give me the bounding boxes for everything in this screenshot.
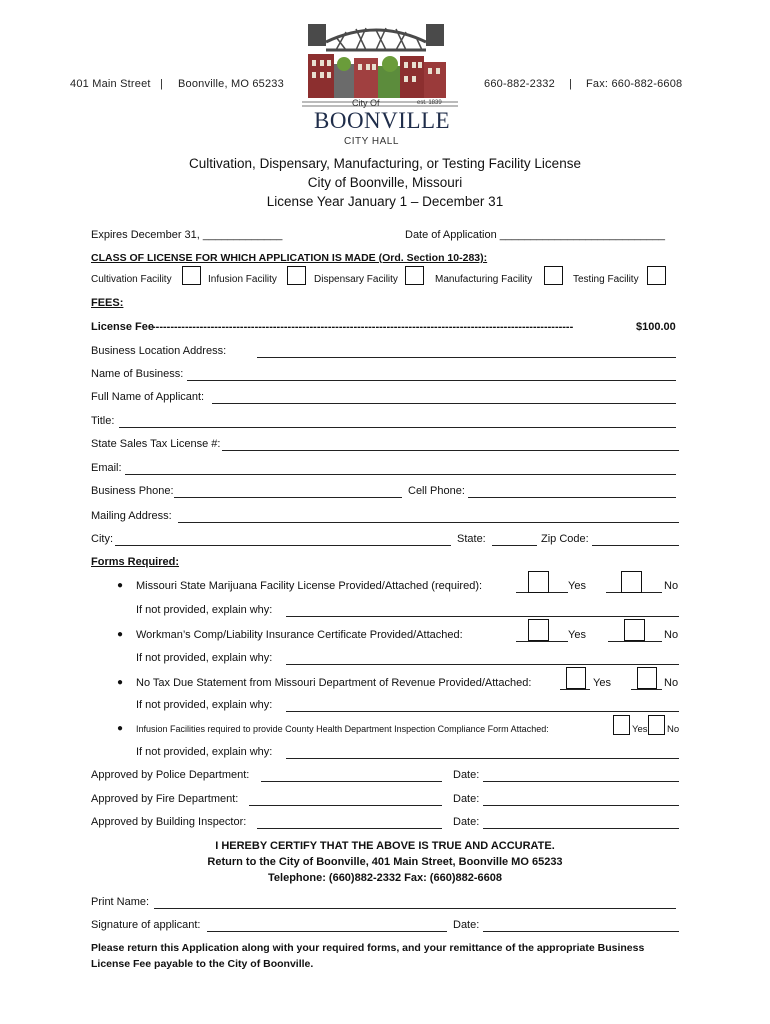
logo-subtitle: CITY HALL [344,136,399,147]
fees-heading: FEES: [91,297,124,309]
infusion-checkbox[interactable] [287,266,306,285]
building-approval-input[interactable] [257,828,442,829]
option-dispensary-label: Dispensary Facility [314,274,398,285]
no-line [631,689,662,690]
manufacturing-checkbox[interactable] [544,266,563,285]
explain-label: If not provided, explain why: [136,746,273,758]
yes-line [560,689,590,690]
title-input[interactable] [119,427,676,428]
form-4-no-checkbox[interactable] [648,715,665,735]
police-approval-label: Approved by Police Department: [91,769,250,781]
form-item-missouri-license: Missouri State Marijuana Facility License Provided/Attached (required): [136,580,483,592]
form-3-yes-checkbox[interactable] [566,667,586,689]
logo-city-of: City Of [352,98,380,108]
logo-name: BOONVILLE [314,108,451,133]
dispensary-checkbox[interactable] [405,266,424,285]
yes-label: Yes [632,724,648,735]
name-of-business-input[interactable] [187,380,676,381]
option-manufacturing-label: Manufacturing Facility [435,274,533,285]
date-label: Date: [453,919,480,931]
option-cultivation-label: Cultivation Facility [91,274,172,285]
yes-label: Yes [568,629,586,641]
form-4-explain-input[interactable] [286,758,679,759]
cultivation-checkbox[interactable] [182,266,201,285]
fire-approval-label: Approved by Fire Department: [91,793,239,805]
date-label: Date: [453,793,480,805]
mailing-address-label: Mailing Address: [91,510,172,522]
full-name-input[interactable] [212,403,676,404]
city-input[interactable] [115,545,451,546]
form-3-explain-input[interactable] [286,711,679,712]
state-input[interactable] [492,545,537,546]
form-2-explain-input[interactable] [286,664,679,665]
bullet-icon: ● [117,677,124,688]
license-fee-label: License Fee [91,321,154,333]
header-city-state: Boonville, MO 65233 [178,78,284,90]
form-subtitle-year: License Year January 1 – December 31 [266,194,504,209]
form-subtitle-city: City of Boonville, Missouri [307,175,463,190]
logo-est: est. 1839 [417,100,442,106]
signature-date-input[interactable] [483,931,679,932]
license-fee-amount: $100.00 [636,321,676,333]
explain-label: If not provided, explain why: [136,652,273,664]
return-address: Return to the City of Boonville, 401 Main Street, Boonville MO 65233 [207,856,563,868]
cell-phone-label: Cell Phone: [408,485,465,497]
mailing-address-input[interactable] [178,522,679,523]
no-label: No [664,677,679,689]
form-item-workmans-comp: Workman’s Comp/Liability Insurance Certificate Provided/Attached: [136,629,463,641]
zip-input[interactable] [592,545,679,546]
email-input[interactable] [125,474,676,475]
no-label: No [664,629,679,641]
forms-required-heading: Forms Required: [91,556,180,568]
business-phone-label: Business Phone: [91,485,174,497]
header-phone: 660-882-2332 [484,78,555,90]
bullet-icon: ● [117,629,124,640]
no-label: No [664,580,679,592]
header-fax: Fax: 660-882-6608 [586,78,683,90]
city-logo [300,20,460,150]
fire-date-input[interactable] [483,805,679,806]
form-item-infusion-health: Infusion Facilities required to provide County Health Department Inspection Compliance Form Attached: [136,724,549,734]
form-3-no-checkbox[interactable] [637,667,657,689]
business-location-input[interactable] [257,357,676,358]
cell-phone-input[interactable] [468,497,676,498]
state-sales-tax-label: State Sales Tax License #: [91,438,221,450]
date-of-application-field[interactable]: Date of Application ___________________________ [405,229,665,241]
business-location-label: Business Location Address: [91,345,227,357]
email-label: Email: [91,462,122,474]
state-sales-tax-input[interactable] [222,450,679,451]
form-item-no-tax-due: No Tax Due Statement from Missouri Department of Revenue Provided/Attached: [136,677,532,689]
signature-label: Signature of applicant: [91,919,201,931]
header-address: 401 Main Street [70,78,151,90]
yes-label: Yes [568,580,586,592]
police-date-input[interactable] [483,781,679,782]
explain-label: If not provided, explain why: [136,604,273,616]
print-name-input[interactable] [154,908,676,909]
testing-checkbox[interactable] [647,266,666,285]
form-2-no-checkbox[interactable] [624,619,645,641]
fire-approval-input[interactable] [249,805,442,806]
bullet-icon: ● [117,580,124,591]
footer-instruction-line2: License Fee payable to the City of Boonville. [91,958,314,970]
form-1-explain-input[interactable] [286,616,679,617]
state-label: State: [457,533,486,545]
bullet-icon: ● [117,723,124,734]
no-label: No [667,724,680,735]
explain-label: If not provided, explain why: [136,699,273,711]
expires-field[interactable]: Expires December 31, _____________ [91,229,283,241]
date-label: Date: [453,816,480,828]
form-4-yes-checkbox[interactable] [613,715,630,735]
option-infusion-label: Infusion Facility [208,274,277,285]
city-label: City: [91,533,113,545]
license-fee-leader: ------------------------------------------------------------------------------------------------------------------- [152,321,574,333]
class-of-license-heading: CLASS OF LICENSE FOR WHICH APPLICATION IS MADE (Ord. Section 10-283): [91,252,488,264]
form-1-yes-checkbox[interactable] [528,571,549,593]
contact-numbers: Telephone: (660)882-2332 Fax: (660)882-6608 [268,872,502,884]
header-separator: | [160,78,164,90]
full-name-label: Full Name of Applicant: [91,391,205,403]
header-separator: | [569,78,573,90]
date-label: Date: [453,769,480,781]
title-label: Title: [91,415,115,427]
yes-label: Yes [593,677,611,689]
building-approval-label: Approved by Building Inspector: [91,816,247,828]
business-phone-input[interactable] [174,497,402,498]
signature-input[interactable] [207,931,447,932]
building-date-input[interactable] [483,828,679,829]
certify-statement: I HEREBY CERTIFY THAT THE ABOVE IS TRUE AND ACCURATE. [215,840,555,852]
form-1-no-checkbox[interactable] [621,571,642,593]
option-testing-label: Testing Facility [573,274,639,285]
footer-instruction-line1: Please return this Application along with your required forms, and your remittance of the appropriate Business [91,942,645,954]
form-title: Cultivation, Dispensary, Manufacturing, or Testing Facility License [189,156,581,171]
yes-line [516,641,568,642]
zip-label: Zip Code: [541,533,589,545]
print-name-label: Print Name: [91,896,150,908]
police-approval-input[interactable] [261,781,442,782]
name-of-business-label: Name of Business: [91,368,184,380]
form-2-yes-checkbox[interactable] [528,619,549,641]
no-line [608,641,662,642]
